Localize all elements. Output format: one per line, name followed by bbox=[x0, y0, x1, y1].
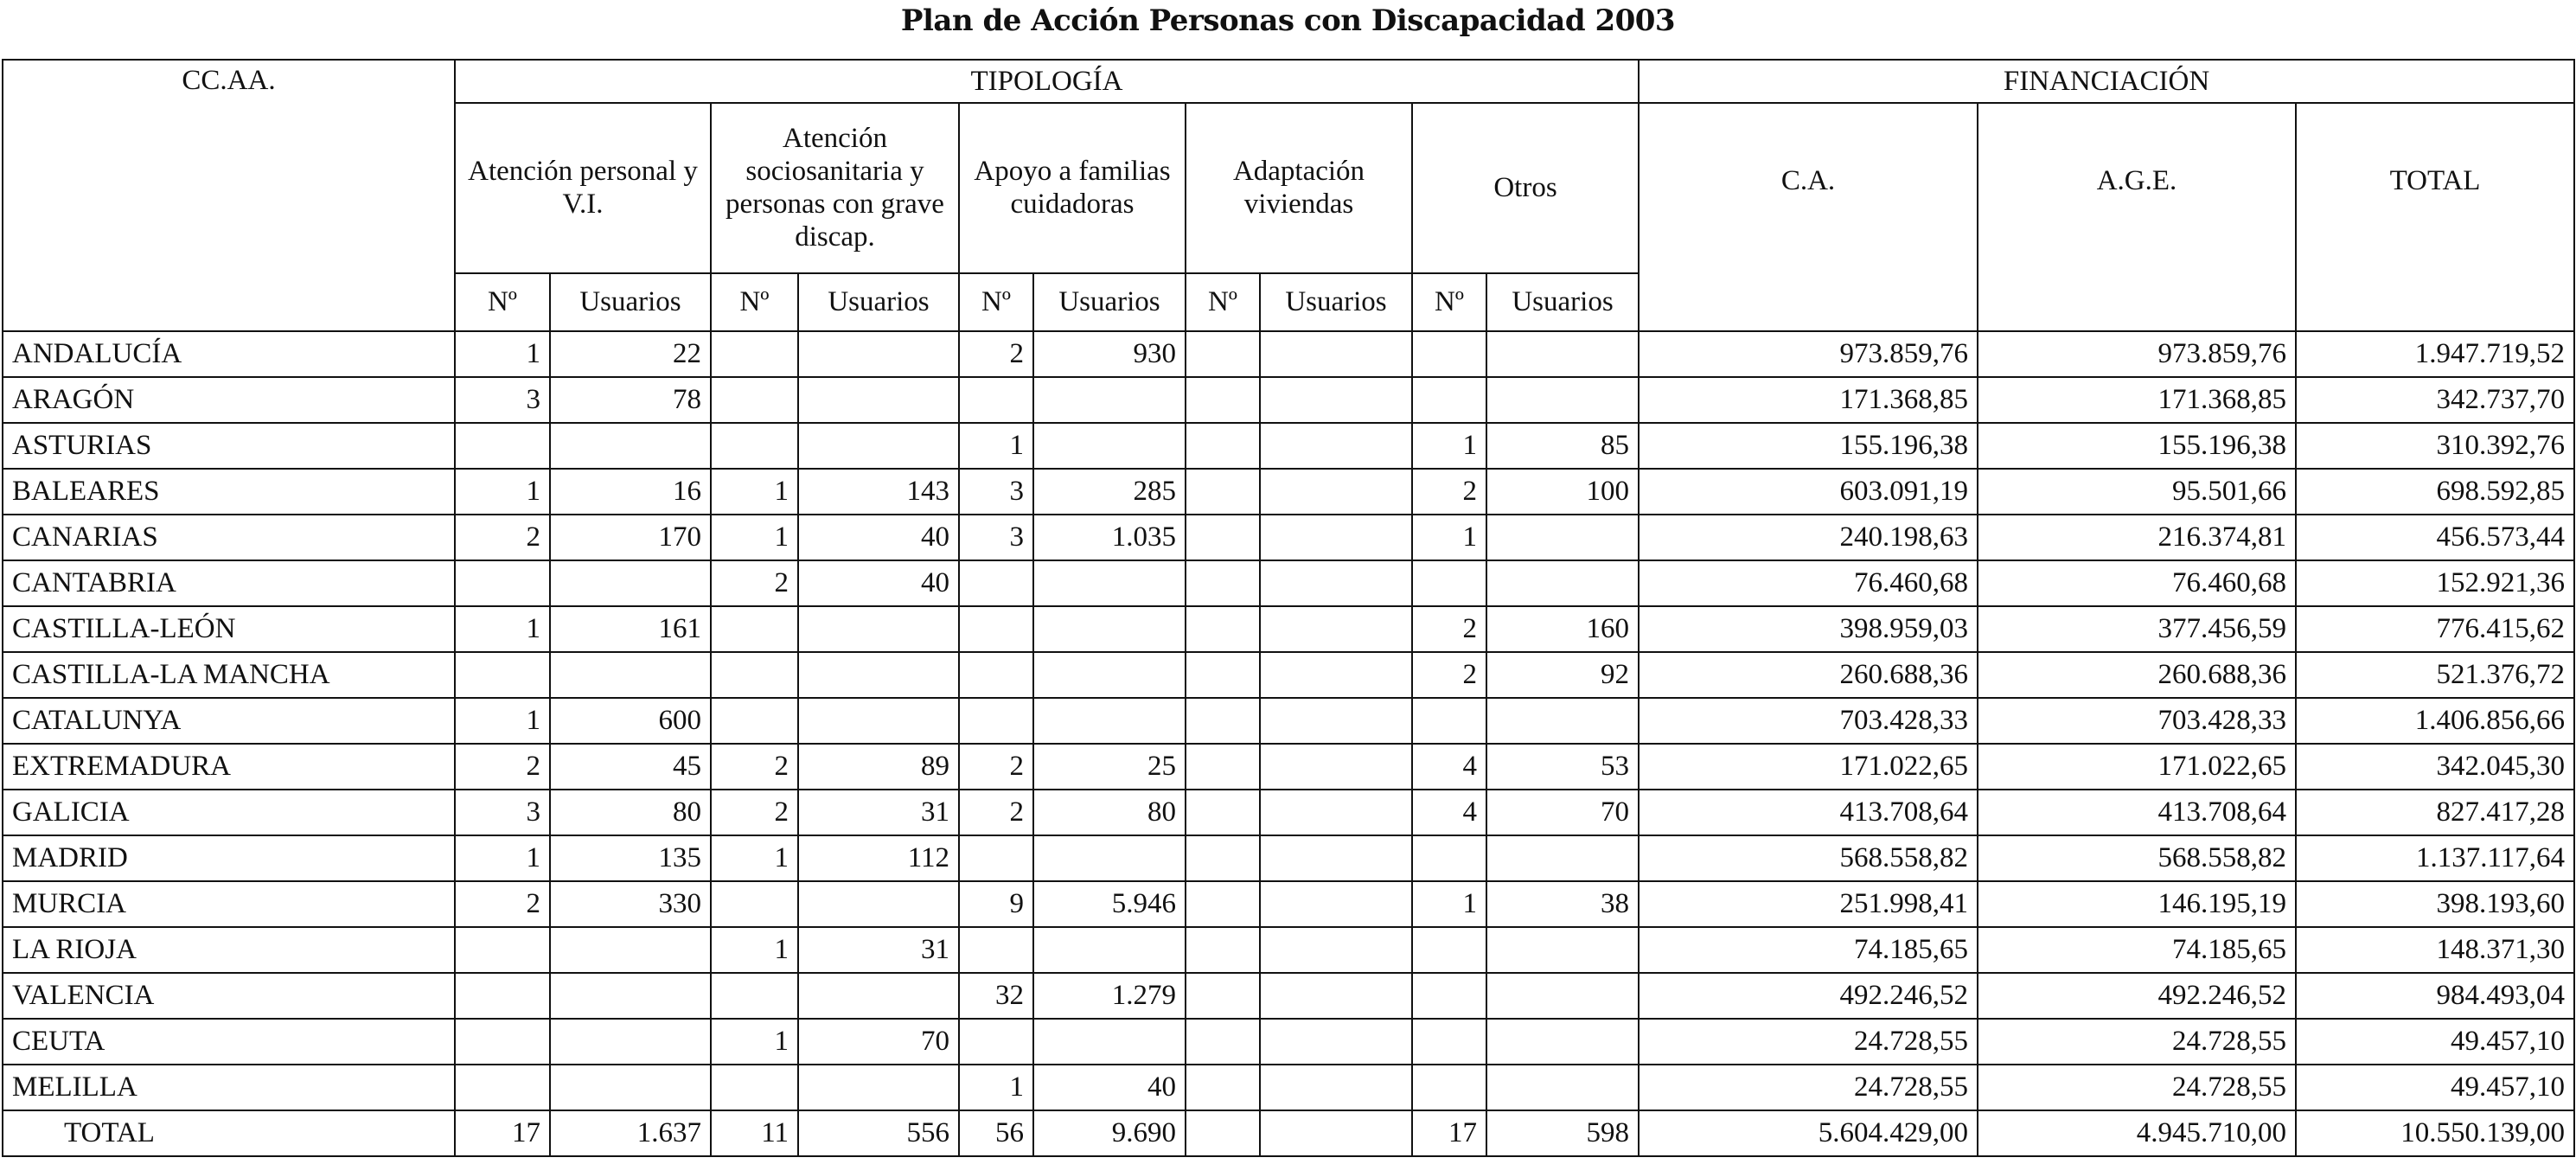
table-cell bbox=[1412, 973, 1486, 1019]
table-cell bbox=[1186, 515, 1260, 560]
table-cell bbox=[798, 1065, 959, 1110]
table-row bbox=[3, 698, 2574, 744]
table-cell: 70 bbox=[798, 1019, 959, 1065]
table-cell bbox=[1186, 1110, 1260, 1156]
table-cell: 2 bbox=[959, 790, 1033, 835]
table-cell bbox=[1260, 744, 1412, 790]
table-cell: 32 bbox=[959, 973, 1033, 1019]
table-cell: 25 bbox=[1033, 744, 1186, 790]
header-fin-ca: C.A. bbox=[1639, 103, 1978, 331]
table-cell bbox=[959, 606, 1033, 652]
table-cell: 251.998,41 bbox=[1639, 881, 1978, 927]
table-cell: 1.279 bbox=[1033, 973, 1186, 1019]
header-category: Adaptación viviendas bbox=[1186, 103, 1412, 273]
table-cell: 413.708,64 bbox=[1978, 790, 2296, 835]
table-cell: 56 bbox=[959, 1110, 1033, 1156]
table-cell: 171.022,65 bbox=[1978, 744, 2296, 790]
table-cell bbox=[1412, 560, 1486, 606]
table-cell: 74.185,65 bbox=[1639, 927, 1978, 973]
table-cell bbox=[1412, 927, 1486, 973]
table-cell bbox=[959, 927, 1033, 973]
table-cell bbox=[711, 1065, 798, 1110]
table-cell bbox=[1033, 606, 1186, 652]
table-cell: 1.035 bbox=[1033, 515, 1186, 560]
table-cell bbox=[1412, 1065, 1486, 1110]
table-cell bbox=[455, 423, 550, 469]
header-n: Nº bbox=[959, 273, 1033, 331]
table-row bbox=[3, 331, 2574, 377]
region-name: MELILLA bbox=[3, 1065, 455, 1110]
table-cell: 600 bbox=[550, 698, 711, 744]
table-cell bbox=[1260, 698, 1412, 744]
table-cell: 170 bbox=[550, 515, 711, 560]
header-n: Nº bbox=[455, 273, 550, 331]
table-cell bbox=[1186, 606, 1260, 652]
table-cell bbox=[959, 698, 1033, 744]
table-cell bbox=[1486, 927, 1639, 973]
table-cell: 146.195,19 bbox=[1978, 881, 2296, 927]
table-cell: 568.558,82 bbox=[1639, 835, 1978, 881]
table-cell bbox=[959, 1019, 1033, 1065]
table-cell bbox=[1186, 744, 1260, 790]
region-name: BALEARES bbox=[3, 469, 455, 515]
table-cell: 112 bbox=[798, 835, 959, 881]
table-cell bbox=[711, 881, 798, 927]
table-cell bbox=[1486, 515, 1639, 560]
table-cell: 40 bbox=[1033, 1065, 1186, 1110]
table-cell: 1 bbox=[711, 469, 798, 515]
table-body bbox=[3, 331, 2574, 1156]
region-name: CASTILLA-LA MANCHA bbox=[3, 652, 455, 698]
table-cell: 49.457,10 bbox=[2296, 1019, 2574, 1065]
table-cell: 827.417,28 bbox=[2296, 790, 2574, 835]
table-cell: 31 bbox=[798, 927, 959, 973]
table-cell: 4 bbox=[1412, 790, 1486, 835]
table-cell bbox=[1260, 560, 1412, 606]
table-row bbox=[3, 835, 2574, 881]
table-cell: 3 bbox=[959, 469, 1033, 515]
table-cell: 74.185,65 bbox=[1978, 927, 2296, 973]
header-category: Atención personal y V.I. bbox=[455, 103, 711, 273]
table-cell: 377.456,59 bbox=[1978, 606, 2296, 652]
table-cell bbox=[1486, 973, 1639, 1019]
header-usuarios: Usuarios bbox=[550, 273, 711, 331]
table-cell: 135 bbox=[550, 835, 711, 881]
table-cell bbox=[455, 1019, 550, 1065]
table-cell bbox=[1033, 835, 1186, 881]
table-cell: 95.501,66 bbox=[1978, 469, 2296, 515]
table-cell: 1.137.117,64 bbox=[2296, 835, 2574, 881]
table-cell: 4 bbox=[1412, 744, 1486, 790]
table-cell bbox=[1260, 790, 1412, 835]
table-cell: 521.376,72 bbox=[2296, 652, 2574, 698]
table-cell: 171.368,85 bbox=[1978, 377, 2296, 423]
table-cell: 2 bbox=[711, 790, 798, 835]
table-cell: 2 bbox=[959, 331, 1033, 377]
table-cell bbox=[1186, 835, 1260, 881]
table-cell: 22 bbox=[550, 331, 711, 377]
table-cell bbox=[1260, 927, 1412, 973]
table-cell bbox=[550, 652, 711, 698]
table-cell bbox=[1186, 698, 1260, 744]
table-cell: 148.371,30 bbox=[2296, 927, 2574, 973]
table-row bbox=[3, 652, 2574, 698]
table-cell bbox=[1260, 652, 1412, 698]
table-cell: 398.959,03 bbox=[1639, 606, 1978, 652]
region-name: ASTURIAS bbox=[3, 423, 455, 469]
table-cell bbox=[1412, 698, 1486, 744]
table-cell: 342.737,70 bbox=[2296, 377, 2574, 423]
table-cell bbox=[959, 560, 1033, 606]
table-cell bbox=[798, 606, 959, 652]
table-row bbox=[3, 515, 2574, 560]
table-row bbox=[3, 790, 2574, 835]
table-cell: 24.728,55 bbox=[1978, 1065, 2296, 1110]
table-cell: 5.946 bbox=[1033, 881, 1186, 927]
table-cell: 2 bbox=[711, 744, 798, 790]
table-cell bbox=[1033, 927, 1186, 973]
table-cell bbox=[798, 331, 959, 377]
table-cell: 413.708,64 bbox=[1639, 790, 1978, 835]
table-cell bbox=[1486, 560, 1639, 606]
header-fin-age: A.G.E. bbox=[1978, 103, 2296, 331]
table-cell: 80 bbox=[1033, 790, 1186, 835]
table-cell bbox=[455, 652, 550, 698]
table-cell bbox=[1260, 881, 1412, 927]
table-cell bbox=[798, 973, 959, 1019]
table-cell bbox=[1186, 423, 1260, 469]
table-cell: 1 bbox=[711, 835, 798, 881]
table-cell: 2 bbox=[711, 560, 798, 606]
table-cell bbox=[1186, 331, 1260, 377]
header-category: Apoyo a familias cuidadoras bbox=[959, 103, 1186, 273]
table-cell bbox=[1486, 1019, 1639, 1065]
region-name: VALENCIA bbox=[3, 973, 455, 1019]
table-cell bbox=[1186, 881, 1260, 927]
table-cell: 76.460,68 bbox=[1639, 560, 1978, 606]
table-cell bbox=[1486, 698, 1639, 744]
table-cell bbox=[711, 652, 798, 698]
table-cell: 1 bbox=[1412, 515, 1486, 560]
table-cell bbox=[1186, 790, 1260, 835]
header-category: Otros bbox=[1412, 103, 1639, 273]
region-name: EXTREMADURA bbox=[3, 744, 455, 790]
table-cell: 16 bbox=[550, 469, 711, 515]
table-cell: 152.921,36 bbox=[2296, 560, 2574, 606]
table-cell bbox=[1033, 423, 1186, 469]
table-cell: 285 bbox=[1033, 469, 1186, 515]
table-cell bbox=[959, 835, 1033, 881]
table-cell bbox=[550, 927, 711, 973]
table-cell bbox=[1186, 469, 1260, 515]
table-cell: 89 bbox=[798, 744, 959, 790]
table-cell: 2 bbox=[455, 744, 550, 790]
table-cell bbox=[711, 331, 798, 377]
table-cell: 556 bbox=[798, 1110, 959, 1156]
header-fin-total: TOTAL bbox=[2296, 103, 2574, 331]
table-cell bbox=[711, 423, 798, 469]
table-cell: 38 bbox=[1486, 881, 1639, 927]
table-cell bbox=[711, 698, 798, 744]
table-cell bbox=[798, 881, 959, 927]
table-cell bbox=[1260, 1110, 1412, 1156]
table-cell: 1 bbox=[455, 469, 550, 515]
table-cell: 703.428,33 bbox=[1978, 698, 2296, 744]
table-cell: 2 bbox=[959, 744, 1033, 790]
table-cell bbox=[1412, 377, 1486, 423]
table-cell: 9.690 bbox=[1033, 1110, 1186, 1156]
table-cell bbox=[1412, 835, 1486, 881]
table-cell: 260.688,36 bbox=[1639, 652, 1978, 698]
table-cell: 100 bbox=[1486, 469, 1639, 515]
table-cell: 17 bbox=[455, 1110, 550, 1156]
table-cell bbox=[711, 973, 798, 1019]
table-cell bbox=[1186, 1019, 1260, 1065]
table-cell: 45 bbox=[550, 744, 711, 790]
table-cell: 984.493,04 bbox=[2296, 973, 2574, 1019]
header-category: Atención sociosanitaria y personas con grave discap. bbox=[711, 103, 959, 273]
table-cell: 1.637 bbox=[550, 1110, 711, 1156]
data-table bbox=[2, 59, 2575, 1157]
table-row bbox=[3, 1019, 2574, 1065]
table-cell: 10.550.139,00 bbox=[2296, 1110, 2574, 1156]
table-cell: 49.457,10 bbox=[2296, 1065, 2574, 1110]
header-financiacion: FINANCIACIÓN bbox=[1639, 60, 2574, 103]
total-row bbox=[3, 1110, 2574, 1156]
table-cell bbox=[1486, 835, 1639, 881]
table-cell bbox=[959, 377, 1033, 423]
table-cell: 40 bbox=[798, 560, 959, 606]
table-cell bbox=[550, 1065, 711, 1110]
header-usuarios: Usuarios bbox=[1033, 273, 1186, 331]
table-cell: 17 bbox=[1412, 1110, 1486, 1156]
table-cell bbox=[711, 377, 798, 423]
region-name: ARAGÓN bbox=[3, 377, 455, 423]
table-cell: 1 bbox=[959, 1065, 1033, 1110]
table-cell: 703.428,33 bbox=[1639, 698, 1978, 744]
table-cell bbox=[1260, 1019, 1412, 1065]
table-cell: 1 bbox=[455, 835, 550, 881]
table-cell bbox=[1186, 927, 1260, 973]
region-name: MADRID bbox=[3, 835, 455, 881]
table-cell: 973.859,76 bbox=[1639, 331, 1978, 377]
table-cell: 1 bbox=[1412, 423, 1486, 469]
table-cell: 11 bbox=[711, 1110, 798, 1156]
table-cell: 24.728,55 bbox=[1978, 1019, 2296, 1065]
table-cell: 598 bbox=[1486, 1110, 1639, 1156]
table-cell: 240.198,63 bbox=[1639, 515, 1978, 560]
table-cell: 776.415,62 bbox=[2296, 606, 2574, 652]
table-cell bbox=[1260, 606, 1412, 652]
table-cell: 24.728,55 bbox=[1639, 1065, 1978, 1110]
table-cell: 160 bbox=[1486, 606, 1639, 652]
page-title: Plan de Acción Personas con Discapacidad 2003 bbox=[900, 3, 1676, 38]
table-cell: 1 bbox=[455, 606, 550, 652]
table-cell: 1 bbox=[1412, 881, 1486, 927]
table-cell bbox=[798, 698, 959, 744]
table-cell: 1 bbox=[959, 423, 1033, 469]
table-cell: 31 bbox=[798, 790, 959, 835]
table-cell: 80 bbox=[550, 790, 711, 835]
table-cell: 330 bbox=[550, 881, 711, 927]
table-cell bbox=[1260, 973, 1412, 1019]
region-name: CASTILLA-LEÓN bbox=[3, 606, 455, 652]
table-cell: 76.460,68 bbox=[1978, 560, 2296, 606]
table-cell bbox=[1412, 331, 1486, 377]
table-cell bbox=[1033, 560, 1186, 606]
header-n: Nº bbox=[1186, 273, 1260, 331]
table-cell bbox=[550, 973, 711, 1019]
table-cell: 1 bbox=[455, 698, 550, 744]
table-cell bbox=[455, 560, 550, 606]
table-cell: 492.246,52 bbox=[1639, 973, 1978, 1019]
header-n: Nº bbox=[1412, 273, 1486, 331]
header-ccaa: CC.AA. bbox=[3, 60, 455, 331]
table-cell bbox=[1186, 652, 1260, 698]
table-cell bbox=[1186, 377, 1260, 423]
table-cell bbox=[711, 606, 798, 652]
table-cell bbox=[1486, 1065, 1639, 1110]
table-cell bbox=[455, 927, 550, 973]
table-row bbox=[3, 606, 2574, 652]
table-row bbox=[3, 1065, 2574, 1110]
header-usuarios: Usuarios bbox=[1260, 273, 1412, 331]
table-cell: 3 bbox=[455, 377, 550, 423]
region-name: LA RIOJA bbox=[3, 927, 455, 973]
table-row bbox=[3, 881, 2574, 927]
table-cell: 1.947.719,52 bbox=[2296, 331, 2574, 377]
table-cell: 973.859,76 bbox=[1978, 331, 2296, 377]
table-cell bbox=[455, 1065, 550, 1110]
region-name: CANTABRIA bbox=[3, 560, 455, 606]
table-cell bbox=[1033, 1019, 1186, 1065]
table-cell: 161 bbox=[550, 606, 711, 652]
table-cell: 2 bbox=[455, 881, 550, 927]
table-cell bbox=[1186, 1065, 1260, 1110]
table-cell bbox=[959, 652, 1033, 698]
table-cell: 2 bbox=[1412, 469, 1486, 515]
table-cell bbox=[1033, 698, 1186, 744]
table-cell: 1 bbox=[711, 515, 798, 560]
table-cell: 2 bbox=[1412, 606, 1486, 652]
table-cell: 40 bbox=[798, 515, 959, 560]
table-row bbox=[3, 927, 2574, 973]
table-cell: 92 bbox=[1486, 652, 1639, 698]
table-cell: 78 bbox=[550, 377, 711, 423]
table-cell bbox=[1260, 469, 1412, 515]
table-cell: 1.406.856,66 bbox=[2296, 698, 2574, 744]
table-cell: 492.246,52 bbox=[1978, 973, 2296, 1019]
table-cell bbox=[1186, 560, 1260, 606]
table-cell: 171.022,65 bbox=[1639, 744, 1978, 790]
table-cell bbox=[550, 560, 711, 606]
header-usuarios: Usuarios bbox=[1486, 273, 1639, 331]
table-cell bbox=[1186, 973, 1260, 1019]
header-n: Nº bbox=[711, 273, 798, 331]
table-cell bbox=[1033, 652, 1186, 698]
table-cell bbox=[1260, 515, 1412, 560]
table-cell: 3 bbox=[959, 515, 1033, 560]
table-cell bbox=[1260, 377, 1412, 423]
table-cell bbox=[1486, 377, 1639, 423]
table-cell: 155.196,38 bbox=[1978, 423, 2296, 469]
table-cell: 2 bbox=[1412, 652, 1486, 698]
table-cell: 9 bbox=[959, 881, 1033, 927]
header-usuarios: Usuarios bbox=[798, 273, 959, 331]
region-name: GALICIA bbox=[3, 790, 455, 835]
table-row bbox=[3, 560, 2574, 606]
region-name: CATALUNYA bbox=[3, 698, 455, 744]
table-cell: 5.604.429,00 bbox=[1639, 1110, 1978, 1156]
table-cell: 53 bbox=[1486, 744, 1639, 790]
table-cell: 342.045,30 bbox=[2296, 744, 2574, 790]
table-cell bbox=[455, 973, 550, 1019]
table-cell bbox=[1412, 1019, 1486, 1065]
table-cell: 2 bbox=[455, 515, 550, 560]
table-cell: 70 bbox=[1486, 790, 1639, 835]
table-cell: 1 bbox=[711, 1019, 798, 1065]
table-cell: 568.558,82 bbox=[1978, 835, 2296, 881]
table-cell bbox=[1260, 423, 1412, 469]
table-cell: 698.592,85 bbox=[2296, 469, 2574, 515]
region-name: CEUTA bbox=[3, 1019, 455, 1065]
table-cell: 1 bbox=[455, 331, 550, 377]
table-row bbox=[3, 744, 2574, 790]
table-cell bbox=[798, 423, 959, 469]
table-cell bbox=[1260, 331, 1412, 377]
table-cell: 260.688,36 bbox=[1978, 652, 2296, 698]
table-cell bbox=[1260, 1065, 1412, 1110]
header-row-top bbox=[3, 60, 2574, 103]
region-name: TOTAL bbox=[3, 1110, 455, 1156]
table-cell: 4.945.710,00 bbox=[1978, 1110, 2296, 1156]
table-cell: 24.728,55 bbox=[1639, 1019, 1978, 1065]
table-cell bbox=[798, 652, 959, 698]
region-name: ANDALUCÍA bbox=[3, 331, 455, 377]
table-row bbox=[3, 377, 2574, 423]
region-name: CANARIAS bbox=[3, 515, 455, 560]
table-cell: 171.368,85 bbox=[1639, 377, 1978, 423]
table-cell bbox=[798, 377, 959, 423]
region-name: MURCIA bbox=[3, 881, 455, 927]
table-cell: 603.091,19 bbox=[1639, 469, 1978, 515]
table-cell: 216.374,81 bbox=[1978, 515, 2296, 560]
table-cell: 310.392,76 bbox=[2296, 423, 2574, 469]
table-cell bbox=[1260, 835, 1412, 881]
table-row bbox=[3, 973, 2574, 1019]
table-cell: 1 bbox=[711, 927, 798, 973]
table-cell bbox=[1486, 331, 1639, 377]
table-cell: 155.196,38 bbox=[1639, 423, 1978, 469]
table-row bbox=[3, 469, 2574, 515]
table-cell: 398.193,60 bbox=[2296, 881, 2574, 927]
table-cell: 85 bbox=[1486, 423, 1639, 469]
table-cell bbox=[550, 423, 711, 469]
table-cell bbox=[550, 1019, 711, 1065]
table-cell: 143 bbox=[798, 469, 959, 515]
table-row bbox=[3, 423, 2574, 469]
table-cell: 3 bbox=[455, 790, 550, 835]
table-cell: 930 bbox=[1033, 331, 1186, 377]
header-tipologia: TIPOLOGÍA bbox=[455, 60, 1639, 103]
table-cell: 456.573,44 bbox=[2296, 515, 2574, 560]
table-cell bbox=[1033, 377, 1186, 423]
